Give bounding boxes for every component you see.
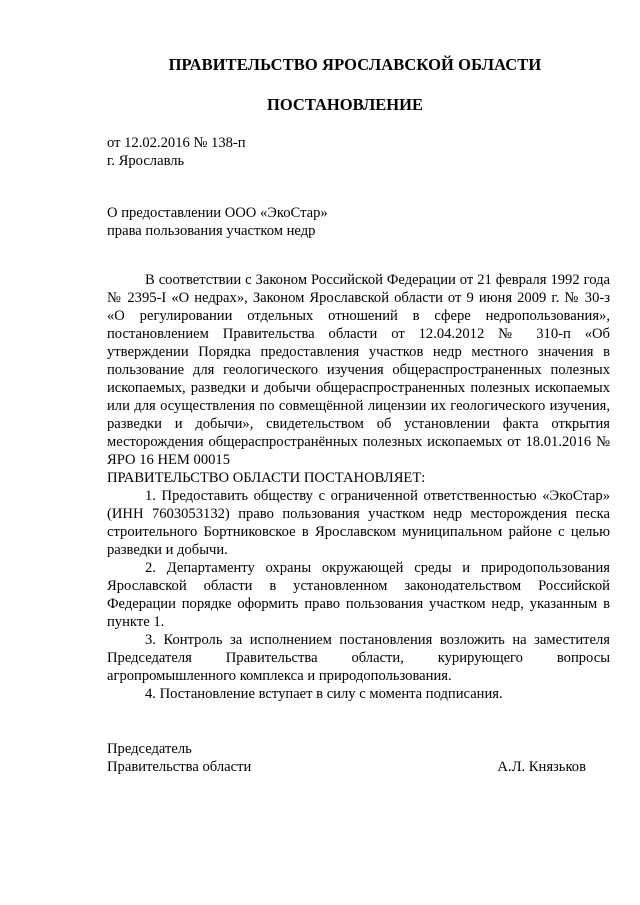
government-title: ПРАВИТЕЛЬСТВО ЯРОСЛАВСКОЙ ОБЛАСТИ — [168, 55, 542, 74]
city: г. Ярославль — [107, 153, 185, 169]
signatory-name: А.Л. Князьков — [497, 759, 586, 775]
item-2-paragraph: 2. Департаменту охраны окружающей среды и природопользования Ярославской области в установленном законодательством Российской Федерации порядке оформить право пользования участком недр, указанным в пункте 1. — [107, 560, 610, 630]
preamble-paragraph: В соответствии с Законом Российской Федерации от 21 февраля 1992 года № 2395-I «О недрах», Законом Ярославской области от 9 июня 2009 г. № 30-з «О регулировании отдельных отношений в сфере недропользования», постановлением Правительства области от 12.04.2012 № 310-п «Об утверждении Порядка предоставления участков недр местного значения в пользование для геологического изучения общераспространенных полезных ископаемых, разведки и добычи общераспространенных полезных ископаемых или для осуществления по совмещённой лицензии их геологического изучения, разведки и добычи», свидетельством об установлении факта открытия месторождения общераспространённых полезных ископаемых от 18.01.2016 № ЯРО 16 НЕМ 00015 — [107, 272, 610, 468]
date-and-number: от 12.02.2016 № 138-п — [107, 135, 246, 151]
document-subject — [107, 204, 328, 240]
document-type-title: ПОСТАНОВЛЕНИЕ — [267, 95, 423, 114]
subject-line-1: О предоставлении ООО «ЭкоСтар» — [107, 205, 328, 221]
signatory-position-line-1: Председатель — [107, 741, 192, 757]
document-meta — [107, 134, 246, 170]
signatory-position-line-2: Правительства области — [107, 759, 252, 775]
item-3-paragraph: 3. Контроль за исполнением постановления возложить на заместителя Председателя Правительства области, курирующего вопросы агропромышленного комплекса и природопользования. — [107, 632, 610, 684]
item-1-paragraph: 1. Предоставить обществу с ограниченной ответственностью «ЭкоСтар» (ИНН 7603053132) право пользования участком недр месторождения песка строительного Бортниковское в Ярославском муниципальном районе с целью разведки и добычи. — [107, 488, 610, 558]
signature-block — [107, 740, 610, 776]
item-4-paragraph: 4. Постановление вступает в силу с момента подписания. — [145, 686, 503, 702]
document-body — [107, 271, 610, 703]
subject-line-2: права пользования участком недр — [107, 223, 316, 239]
resolves-line: ПРАВИТЕЛЬСТВО ОБЛАСТИ ПОСТАНОВЛЯЕТ: — [107, 470, 426, 486]
